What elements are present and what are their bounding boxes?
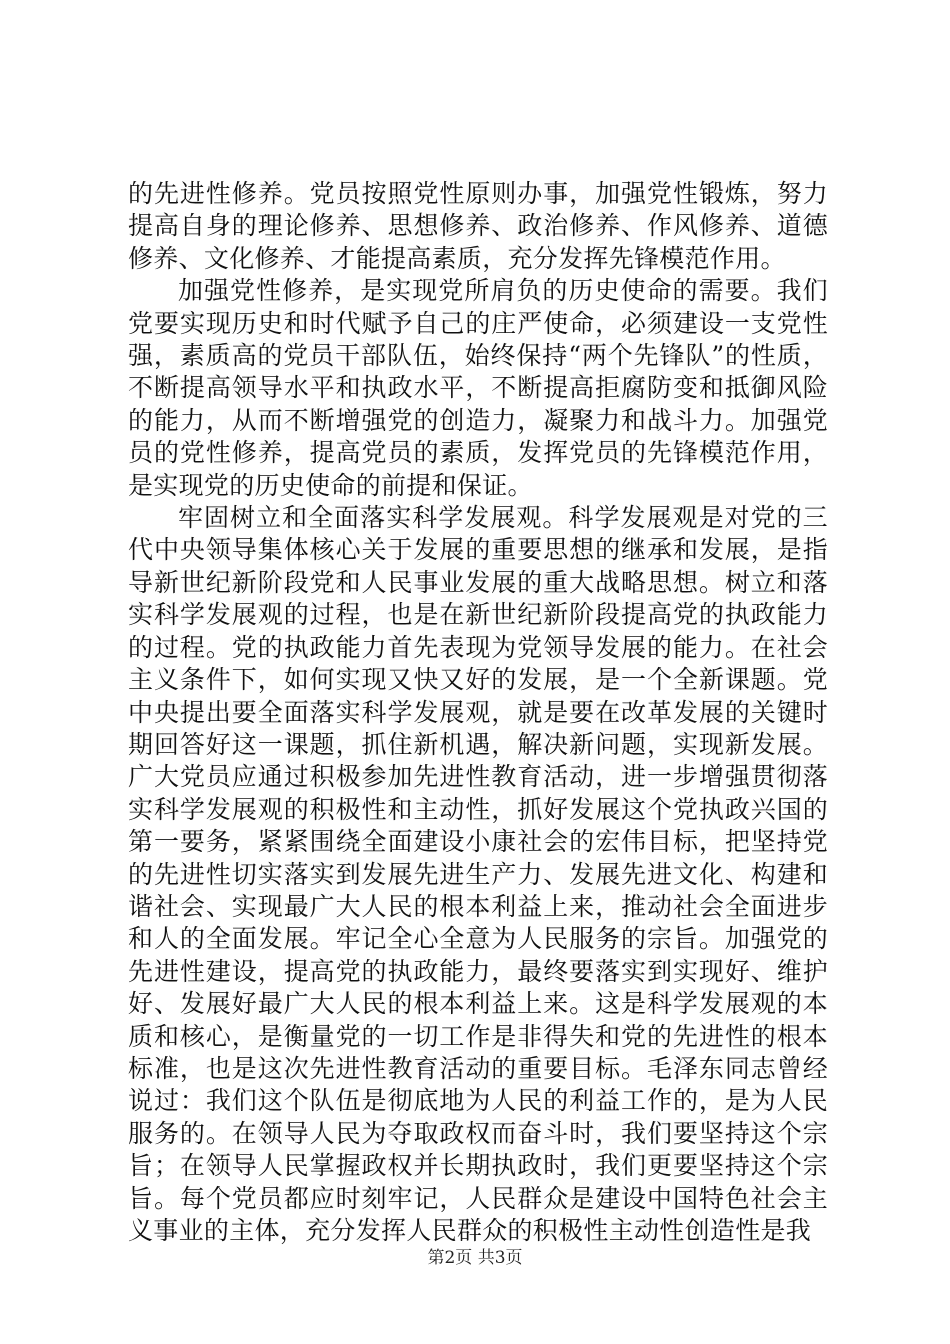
page-footer: 第2页 共3页: [427, 1248, 523, 1268]
document-body: [128, 178, 828, 1247]
paragraph-party-spirit: 加强党性修养，是实现党所肩负的历史使命的需要。我们党要实现历史和时代赋予自己的庄严使命，必须建设一支党性强，素质高的党员干部队伍，始终保持“两个先锋队”的性质，不断提高领导水平和执政水平，不断提高拒腐防变和抵御风险的能力，从而不断增强党的创造力，凝聚力和战斗力。加强党员的党性修养，提高党员的素质，发挥党员的先锋模范作用，是实现党的历史使命的前提和保证。: [128, 276, 828, 500]
paragraph-continuation: 的先进性修养。党员按照党性原则办事，加强党性锻炼，努力提高自身的理论修养、思想修养、政治修养、作风修养、道德修养、文化修养、才能提高素质，充分发挥先锋模范作用。: [128, 179, 828, 273]
paragraph-scientific-development: 牢固树立和全面落实科学发展观。科学发展观是对党的三代中央领导集体核心关于发展的重要思想的继承和发展，是指导新世纪新阶段党和人民事业发展的重大战略思想。树立和落实科学发展观的过程，也是在新世纪新阶段提高党的执政能力的过程。党的执政能力首先表现为党领导发展的能力。在社会主义条件下，如何实现又快又好的发展，是一个全新课题。党中央提出要全面落实科学发展观，就是要在改革发展的关键时期回答好这一课题，抓住新机遇，解决新问题，实现新发展。广大党员应通过积极参加先进性教育活动，进一步增强贯彻落实科学发展观的积极性和主动性，抓好发展这个党执政兴国的第一要务，紧紧围绕全面建设小康社会的宏伟目标，把坚持党的先进性切实落实到发展先进生产力、发展先进文化、构建和谐社会、实现最广大人民的根本利益上来，推动社会全面进步和人的全面发展。牢记全心全意为人民服务的宗旨。加强党的先进性建设，提高党的执政能力，最终要落实到实现好、维护好、发展好最广大人民的根本利益上来。这是科学发展观的本质和核心，是衡量党的一切工作是非得失和党的先进性的根本标准，也是这次先进性教育活动的重要目标。毛泽东同志曾经说过：我们这个队伍是彻底地为人民的利益工作的，是为人民服务的。在领导人民为夺取政权而奋斗时，我们要坚持这个宗旨；在领导人民掌握政权并长期执政时，我们更要坚持这个宗旨。每个党员都应时刻牢记，人民群众是建设中国特色社会主义事业的主体，充分发挥人民群众的积极性主动性创造性是我: [128, 503, 828, 1245]
